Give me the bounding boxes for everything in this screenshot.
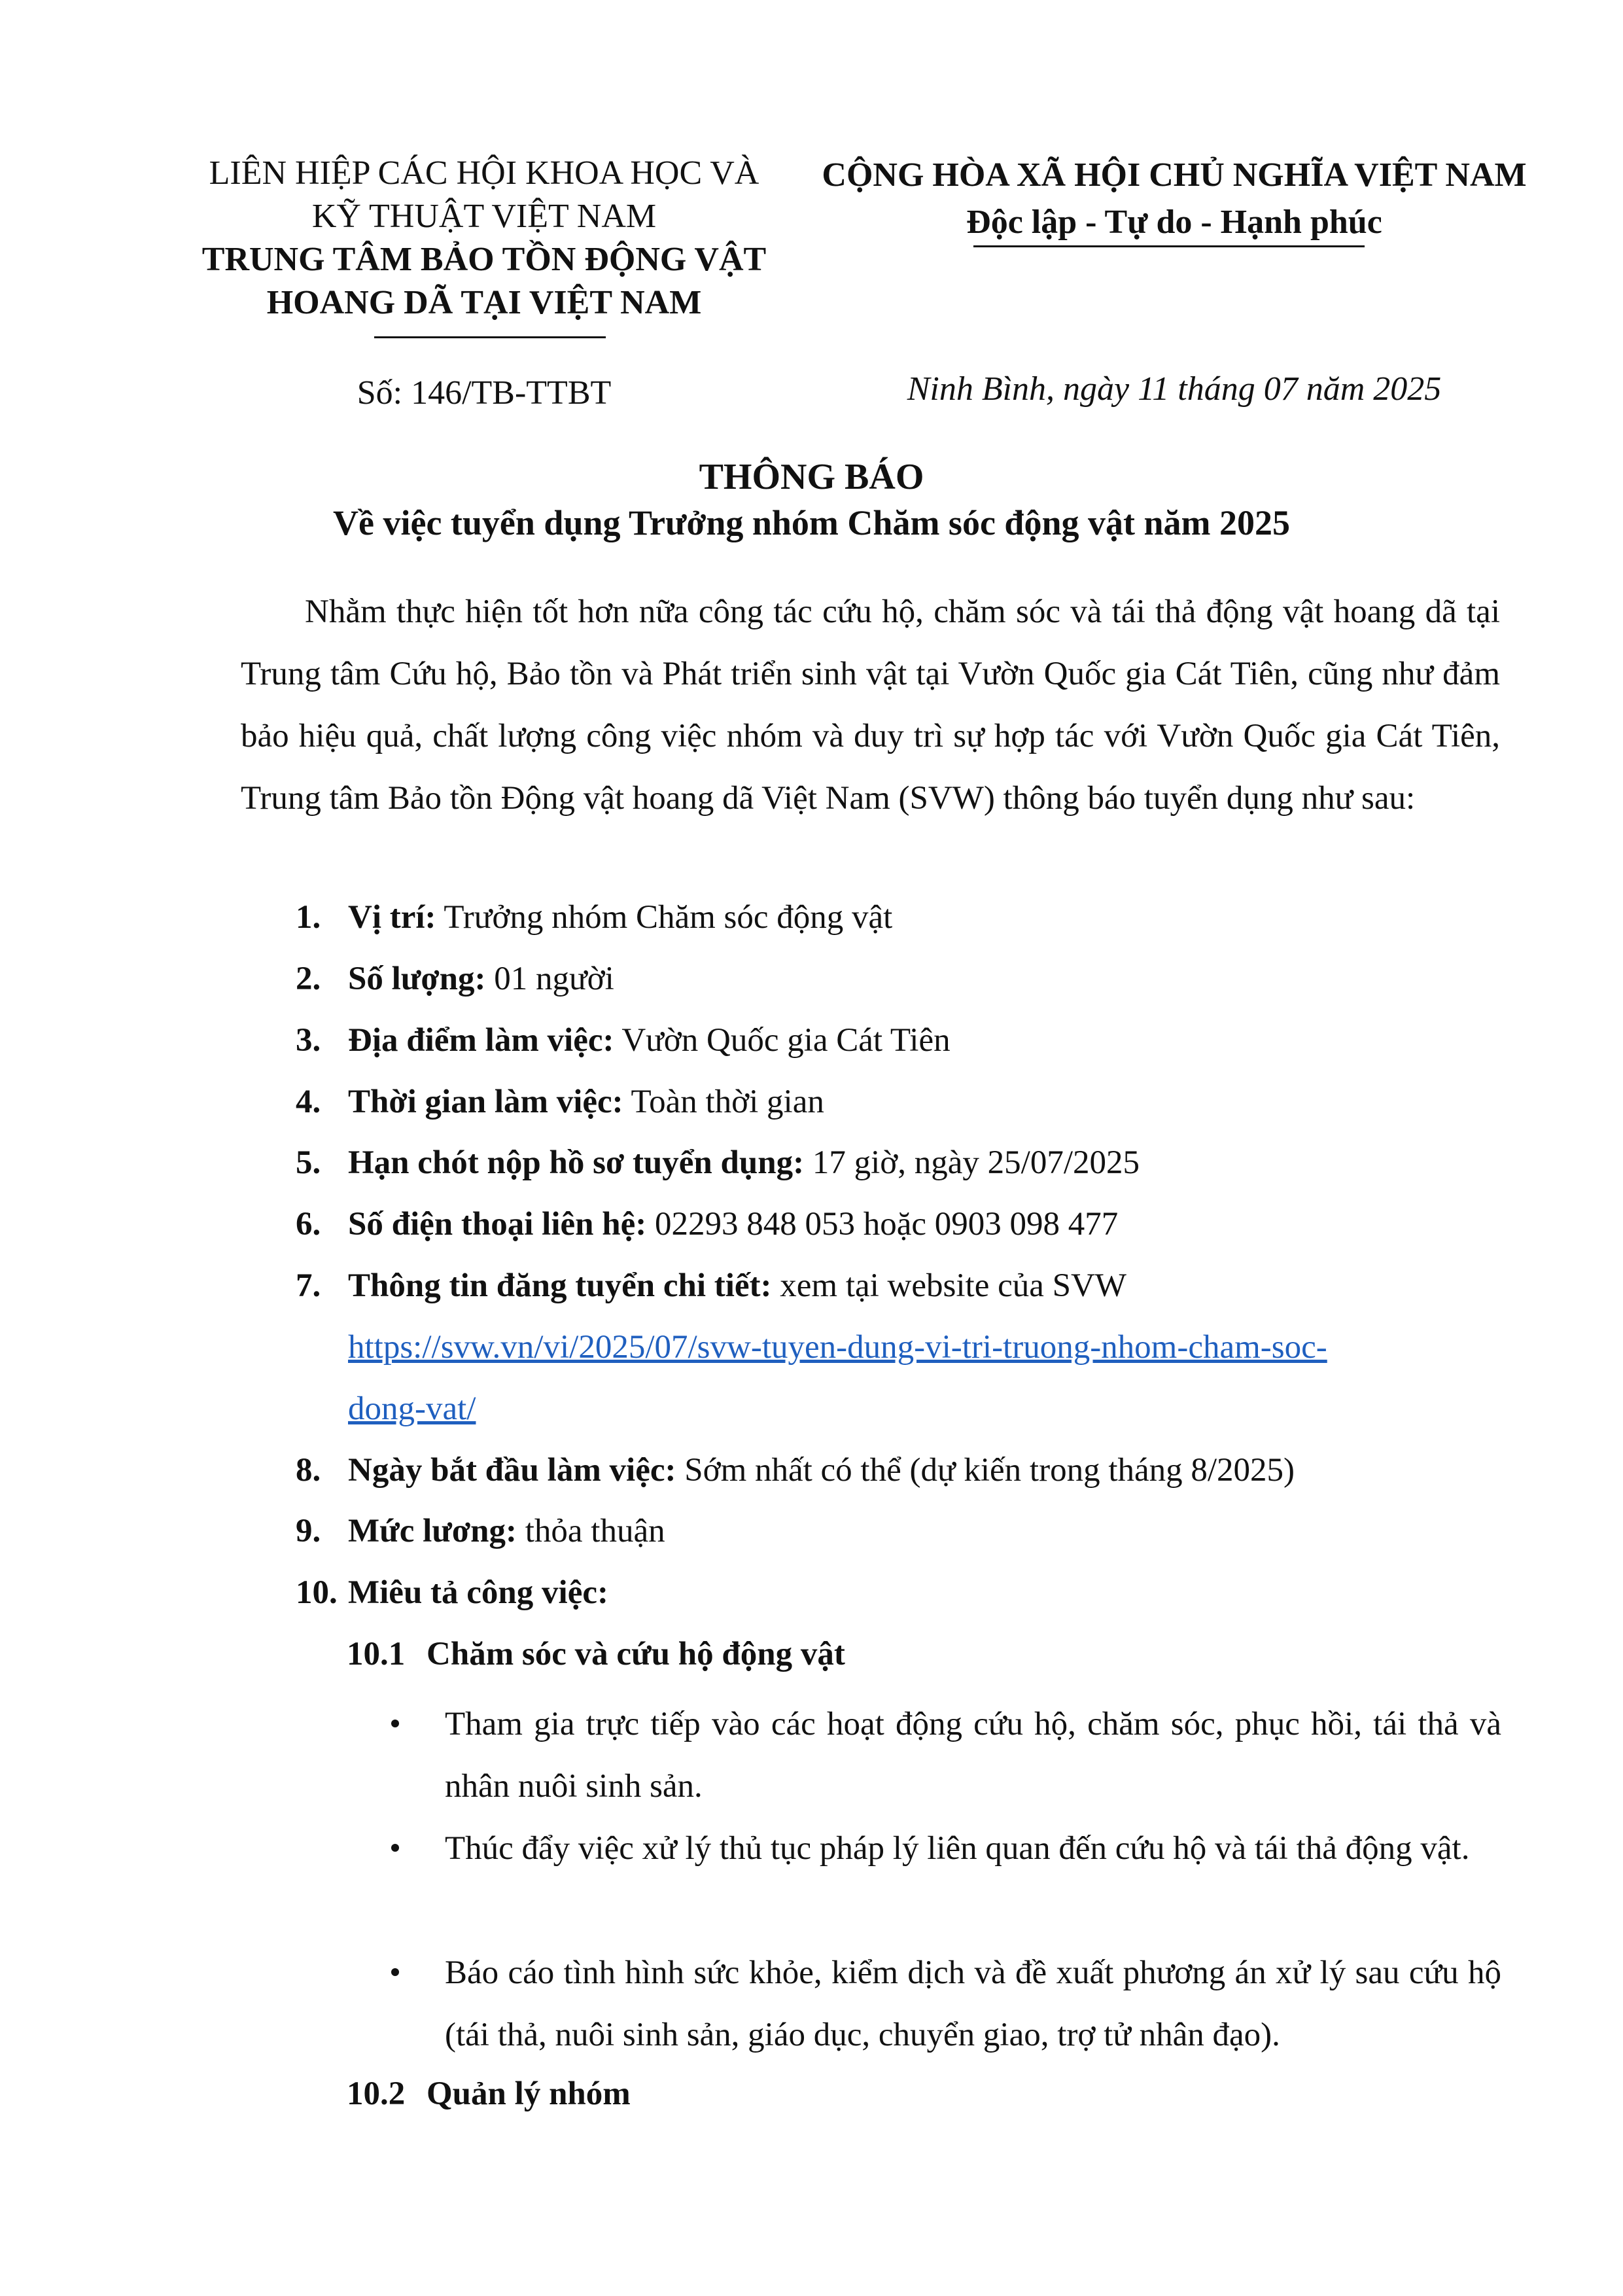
item-number: 6.	[296, 1206, 321, 1243]
org-name-line1: TRUNG TÂM BẢO TỒN ĐỘNG VẬT	[201, 241, 767, 278]
item-value: thỏa thuận	[517, 1513, 665, 1549]
item-value: xem tại website của SVW	[771, 1267, 1126, 1304]
item-label: Hạn chót nộp hồ sơ tuyển dụng:	[348, 1144, 805, 1181]
section-heading	[347, 2074, 631, 2113]
item-label: Số điện thoại liên hệ:	[348, 1206, 647, 1243]
item-value: Trưởng nhóm Chăm sóc động vật	[436, 899, 893, 936]
page-subtitle: Về việc tuyển dụng Trưởng nhóm Chăm sóc động vật năm 2025	[333, 503, 1290, 542]
section-heading	[347, 1634, 845, 1674]
org-parent-line2: KỸ THUẬT VIỆT NAM	[311, 198, 657, 235]
nation-name: CỘNG HÒA XÃ HỘI CHỦ NGHĨA VIỆT NAM	[822, 156, 1527, 194]
item-number: 5.	[296, 1144, 321, 1181]
bullet-text: Thúc đẩy việc xử lý thủ tục pháp lý liên quan đến cứu hộ và tái thả động vật.	[445, 1830, 1470, 1867]
nation-motto: Độc lập - Tự do - Hạnh phúc	[966, 203, 1382, 241]
org-underline	[374, 336, 606, 338]
bullet-icon	[391, 1720, 399, 1727]
item-label: Thời gian làm việc:	[348, 1084, 623, 1120]
item-value: 17 giờ, ngày 25/07/2025	[804, 1144, 1140, 1181]
item-number: 9.	[296, 1513, 321, 1549]
bullet-icon	[391, 1968, 399, 1976]
item-number: 2.	[296, 961, 321, 997]
org-parent-line1: LIÊN HIỆP CÁC HỘI KHOA HỌC VÀ	[209, 154, 759, 192]
bullet-text: Báo cáo tình hình sức khỏe, kiểm dịch và đề xuất phương án xử lý sau cứu hộ (tái thả, nuôi sinh sản, giáo dục, chuyển giao, trợ tử nhân đạo).	[445, 1954, 1501, 2053]
item-label: Mức lương:	[348, 1513, 517, 1549]
section-title: Quản lý nhóm	[427, 2075, 631, 2112]
section-title: Chăm sóc và cứu hộ động vật	[427, 1636, 845, 1672]
page-title: THÔNG BÁO	[699, 457, 924, 497]
intro-paragraph: Nhằm thực hiện tốt hơn nữa công tác cứu hộ, chăm sóc và tái thả động vật hoang dã tại Trung tâm Cứu hộ, Bảo tồn và Phát triển sinh vật tại Vườn Quốc gia Cát Tiên, cũng như đảm bảo hiệu quả, chất lượng công việc nhóm và duy trì sự hợp tác với Vườn Quốc gia Cát Tiên, Trung tâm Bảo tồn Động vật hoang dã Việt Nam (SVW) thông báo tuyển dụng như sau:	[241, 593, 1500, 817]
org-name-line2: HOANG DÃ TẠI VIỆT NAM	[266, 284, 702, 321]
item-number: 1.	[296, 899, 321, 936]
item-label: Miêu tả công việc:	[348, 1574, 608, 1611]
item-value: Vườn Quốc gia Cát Tiên	[614, 1022, 951, 1059]
detail-link-line2[interactable]: dong-vat/	[348, 1390, 476, 1427]
item-label: Thông tin đăng tuyển chi tiết:	[348, 1267, 772, 1304]
item-number: 7.	[296, 1267, 321, 1304]
section-number: 10.1	[347, 1636, 406, 1672]
bullet-text: Tham gia trực tiếp vào các hoạt động cứu hộ, chăm sóc, phục hồi, tái thả và nhân nuôi sinh sản.	[445, 1706, 1501, 1805]
item-number: 8.	[296, 1452, 321, 1489]
item-value: Toàn thời gian	[623, 1084, 824, 1120]
item-value: 01 người	[485, 961, 614, 997]
item-number: 3.	[296, 1022, 321, 1059]
detail-link-line1[interactable]: https://svw.vn/vi/2025/07/svw-tuyen-dung-vi-tri-truong-nhom-cham-soc-	[348, 1329, 1327, 1366]
item-number: 10.	[296, 1574, 338, 1611]
motto-underline	[973, 245, 1365, 247]
item-label: Số lượng:	[348, 961, 486, 997]
item-value: 02293 848 053 hoặc 0903 098 477	[646, 1206, 1119, 1243]
item-number: 4.	[296, 1084, 321, 1120]
item-label: Vị trí:	[348, 899, 436, 936]
org-header	[196, 152, 772, 325]
bullet-icon	[391, 1844, 399, 1852]
section-number: 10.2	[347, 2075, 406, 2112]
item-label: Ngày bắt đầu làm việc:	[348, 1452, 676, 1489]
document-number: Số: 146/TB-TTBT	[357, 374, 612, 412]
place-date: Ninh Bình, ngày 11 tháng 07 năm 2025	[907, 370, 1442, 408]
item-value: Sớm nhất có thể (dự kiến trong tháng 8/2025)	[676, 1452, 1295, 1489]
item-label: Địa điểm làm việc:	[348, 1022, 614, 1059]
nation-header	[808, 152, 1541, 246]
